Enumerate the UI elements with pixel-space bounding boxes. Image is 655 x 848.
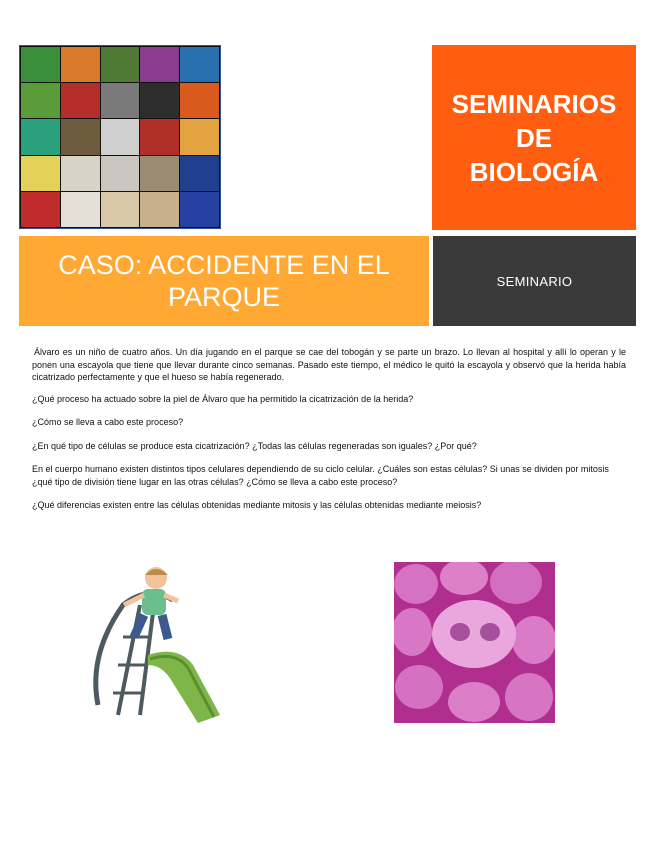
child-on-slide-image bbox=[78, 565, 222, 723]
collage-tile bbox=[140, 83, 179, 118]
seminar-title-box bbox=[432, 45, 636, 230]
case-title: CASO: ACCIDENTE EN EL PARQUE bbox=[58, 250, 390, 312]
collage-tile bbox=[180, 47, 219, 82]
collage-tile bbox=[21, 47, 60, 82]
question-2: ¿Cómo se lleva a cabo este proceso? bbox=[32, 417, 184, 427]
collage-tile bbox=[21, 83, 60, 118]
section-label-box bbox=[433, 236, 636, 326]
biology-collage-image bbox=[19, 45, 221, 229]
collage-tile bbox=[101, 156, 140, 191]
collage-tile bbox=[61, 47, 100, 82]
collage-tile bbox=[180, 119, 219, 154]
collage-tile bbox=[61, 119, 100, 154]
collage-tile bbox=[61, 192, 100, 227]
collage-tile bbox=[140, 119, 179, 154]
question-4: En el cuerpo humano existen distintos tipos celulares dependiendo de su ciclo celular. ¿Cuáles son estas células? Si unas se dividen por mitosis ¿qué tipo de división tiene lugar en las otras células? ¿Cómo se lleva a cabo este proceso? bbox=[32, 464, 609, 487]
question-1: ¿Qué proceso ha actuado sobre la piel de Álvaro que ha permitido la cicatrización de la herida? bbox=[32, 393, 414, 404]
intro-paragraph: Álvaro es un niño de cuatro años. Un día jugando en el parque se cae del tobogán y se parte un brazo. Lo llevan al hospital y allí lo operan y le ponen una escayola que tiene que llevar durante cinco semanas. Pasado este tiempo, el médico le quitó la escayola y observó que la herida había cicatrizado perfectamente y que el hueso se había regenerado. bbox=[32, 347, 626, 382]
question-3: ¿En qué tipo de células se produce esta cicatrización? ¿Todas las células regeneradas son iguales? ¿Por qué? bbox=[32, 440, 477, 451]
section-label: SEMINARIO bbox=[496, 273, 573, 289]
collage-tile bbox=[21, 156, 60, 191]
collage-tile bbox=[180, 156, 219, 191]
collage-tile bbox=[140, 192, 179, 227]
collage-tile bbox=[180, 83, 219, 118]
collage-tile bbox=[180, 192, 219, 227]
collage-tile bbox=[61, 83, 100, 118]
collage-tile bbox=[101, 83, 140, 118]
dividing-cells-image bbox=[394, 562, 555, 723]
collage-tile bbox=[101, 47, 140, 82]
case-title-box bbox=[19, 236, 429, 326]
collage-tile bbox=[101, 119, 140, 154]
collage-tile bbox=[21, 192, 60, 227]
seminar-title: SEMINARIOS DE BIOLOGÍA bbox=[451, 88, 617, 187]
collage-tile bbox=[61, 156, 100, 191]
collage-tile bbox=[101, 192, 140, 227]
collage-tile bbox=[21, 119, 60, 154]
document-body bbox=[32, 346, 626, 523]
collage-tile bbox=[140, 156, 179, 191]
question-5: ¿Qué diferencias existen entre las células obtenidas mediante mitosis y las células obtenidas mediante meiosis? bbox=[32, 500, 482, 510]
collage-tile bbox=[140, 47, 179, 82]
